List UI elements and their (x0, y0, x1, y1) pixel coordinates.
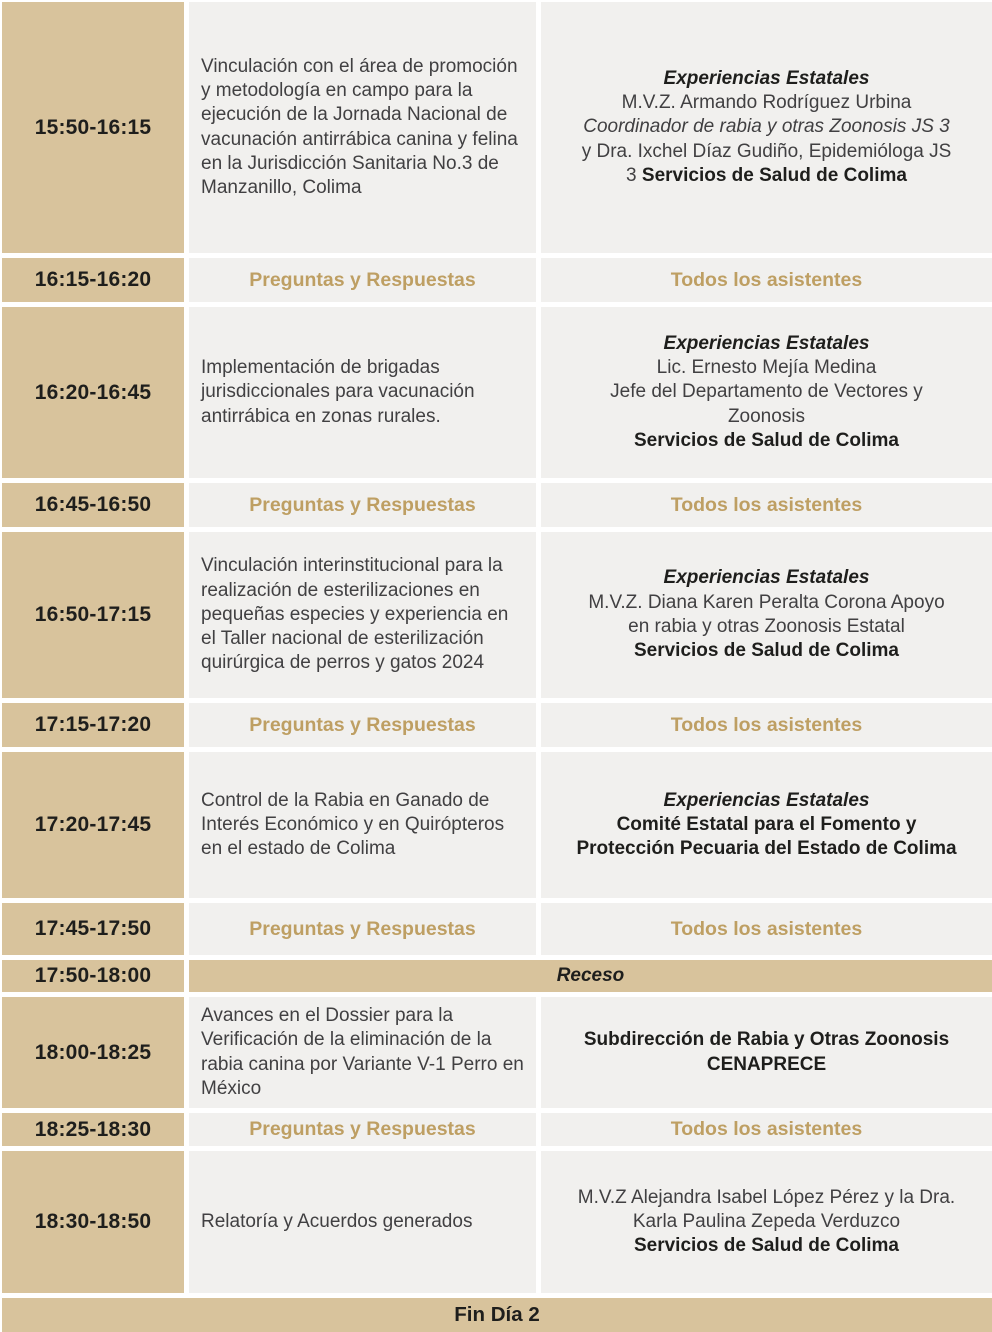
speaker-cell: Experiencias Estatales M.V.Z. Armando Rodríguez Urbina Coordinador de rabia y otras Zoonosis JS 3 y Dra. Ixchel Díaz Gudiño, Epidemióloga JS 3 Servicios de Salud de Colima (541, 2, 992, 253)
day-end-banner: Fin Día 2 (2, 1298, 992, 1332)
table-row (2, 997, 992, 1108)
speaker-cell: Subdirección de Rabia y Otras Zoonosis CENAPRECE (541, 997, 992, 1108)
audience-label: Todos los asistentes (541, 1113, 992, 1146)
time-cell: 16:45-16:50 (2, 483, 184, 527)
activity-cell: Vinculación con el área de promoción y metodología en campo para la ejecución de la Jornada Nacional de vacunación antirrábica canina y felina en la Jurisdicción Sanitaria No.3 de Manzanillo, Colima (189, 2, 536, 253)
time-cell: 17:20-17:45 (2, 752, 184, 898)
time-cell: 15:50-16:15 (2, 2, 184, 253)
qa-label: Preguntas y Respuestas (189, 703, 536, 747)
time-cell: 16:15-16:20 (2, 258, 184, 302)
audience-label: Todos los asistentes (541, 703, 992, 747)
activity-cell: Vinculación interinstitucional para la realización de esterilizaciones en pequeñas especies y experiencia en el Taller nacional de esterilización quirúrgica de perros y gatos 2024 (189, 532, 536, 698)
table-row (2, 1298, 992, 1332)
time-cell: 18:00-18:25 (2, 997, 184, 1108)
table-row (2, 2, 992, 253)
time-cell: 17:50-18:00 (2, 960, 184, 992)
table-row (2, 960, 992, 992)
speaker-cell: Experiencias Estatales Lic. Ernesto Mejía Medina Jefe del Departamento de Vectores y Zoonosis Servicios de Salud de Colima (541, 307, 992, 478)
table-row (2, 483, 992, 527)
table-row (2, 1151, 992, 1293)
table-row (2, 703, 992, 747)
speaker-cell: M.V.Z Alejandra Isabel López Pérez y la Dra. Karla Paulina Zepeda Verduzco Servicios de Salud de Colima (541, 1151, 992, 1293)
time-cell: 16:20-16:45 (2, 307, 184, 478)
table-row (2, 532, 992, 698)
table-row (2, 903, 992, 955)
table-row (2, 307, 992, 478)
speaker-cell: Experiencias Estatales Comité Estatal para el Fomento y Protección Pecuaria del Estado de Colima (541, 752, 992, 898)
qa-label: Preguntas y Respuestas (189, 258, 536, 302)
audience-label: Todos los asistentes (541, 258, 992, 302)
audience-label: Todos los asistentes (541, 903, 992, 955)
activity-cell: Relatoría y Acuerdos generados (189, 1151, 536, 1293)
time-cell: 17:15-17:20 (2, 703, 184, 747)
speaker-cell: Experiencias Estatales M.V.Z. Diana Karen Peralta Corona Apoyo en rabia y otras Zoonosis Estatal Servicios de Salud de Colima (541, 532, 992, 698)
qa-label: Preguntas y Respuestas (189, 903, 536, 955)
table-row (2, 258, 992, 302)
activity-cell: Control de la Rabia en Ganado de Interés Económico y en Quirópteros en el estado de Colima (189, 752, 536, 898)
receso-cell: Receso (189, 960, 992, 992)
audience-label: Todos los asistentes (541, 483, 992, 527)
time-cell: 16:50-17:15 (2, 532, 184, 698)
table-row (2, 752, 992, 898)
table-row (2, 1113, 992, 1146)
time-cell: 18:30-18:50 (2, 1151, 184, 1293)
activity-cell: Avances en el Dossier para la Verificación de la eliminación de la rabia canina por Variante V-1 Perro en México (189, 997, 536, 1108)
qa-label: Preguntas y Respuestas (189, 483, 536, 527)
qa-label: Preguntas y Respuestas (189, 1113, 536, 1146)
time-cell: 18:25-18:30 (2, 1113, 184, 1146)
time-cell: 17:45-17:50 (2, 903, 184, 955)
activity-cell: Implementación de brigadas jurisdiccionales para vacunación antirrábica en zonas rurales. (189, 307, 536, 478)
